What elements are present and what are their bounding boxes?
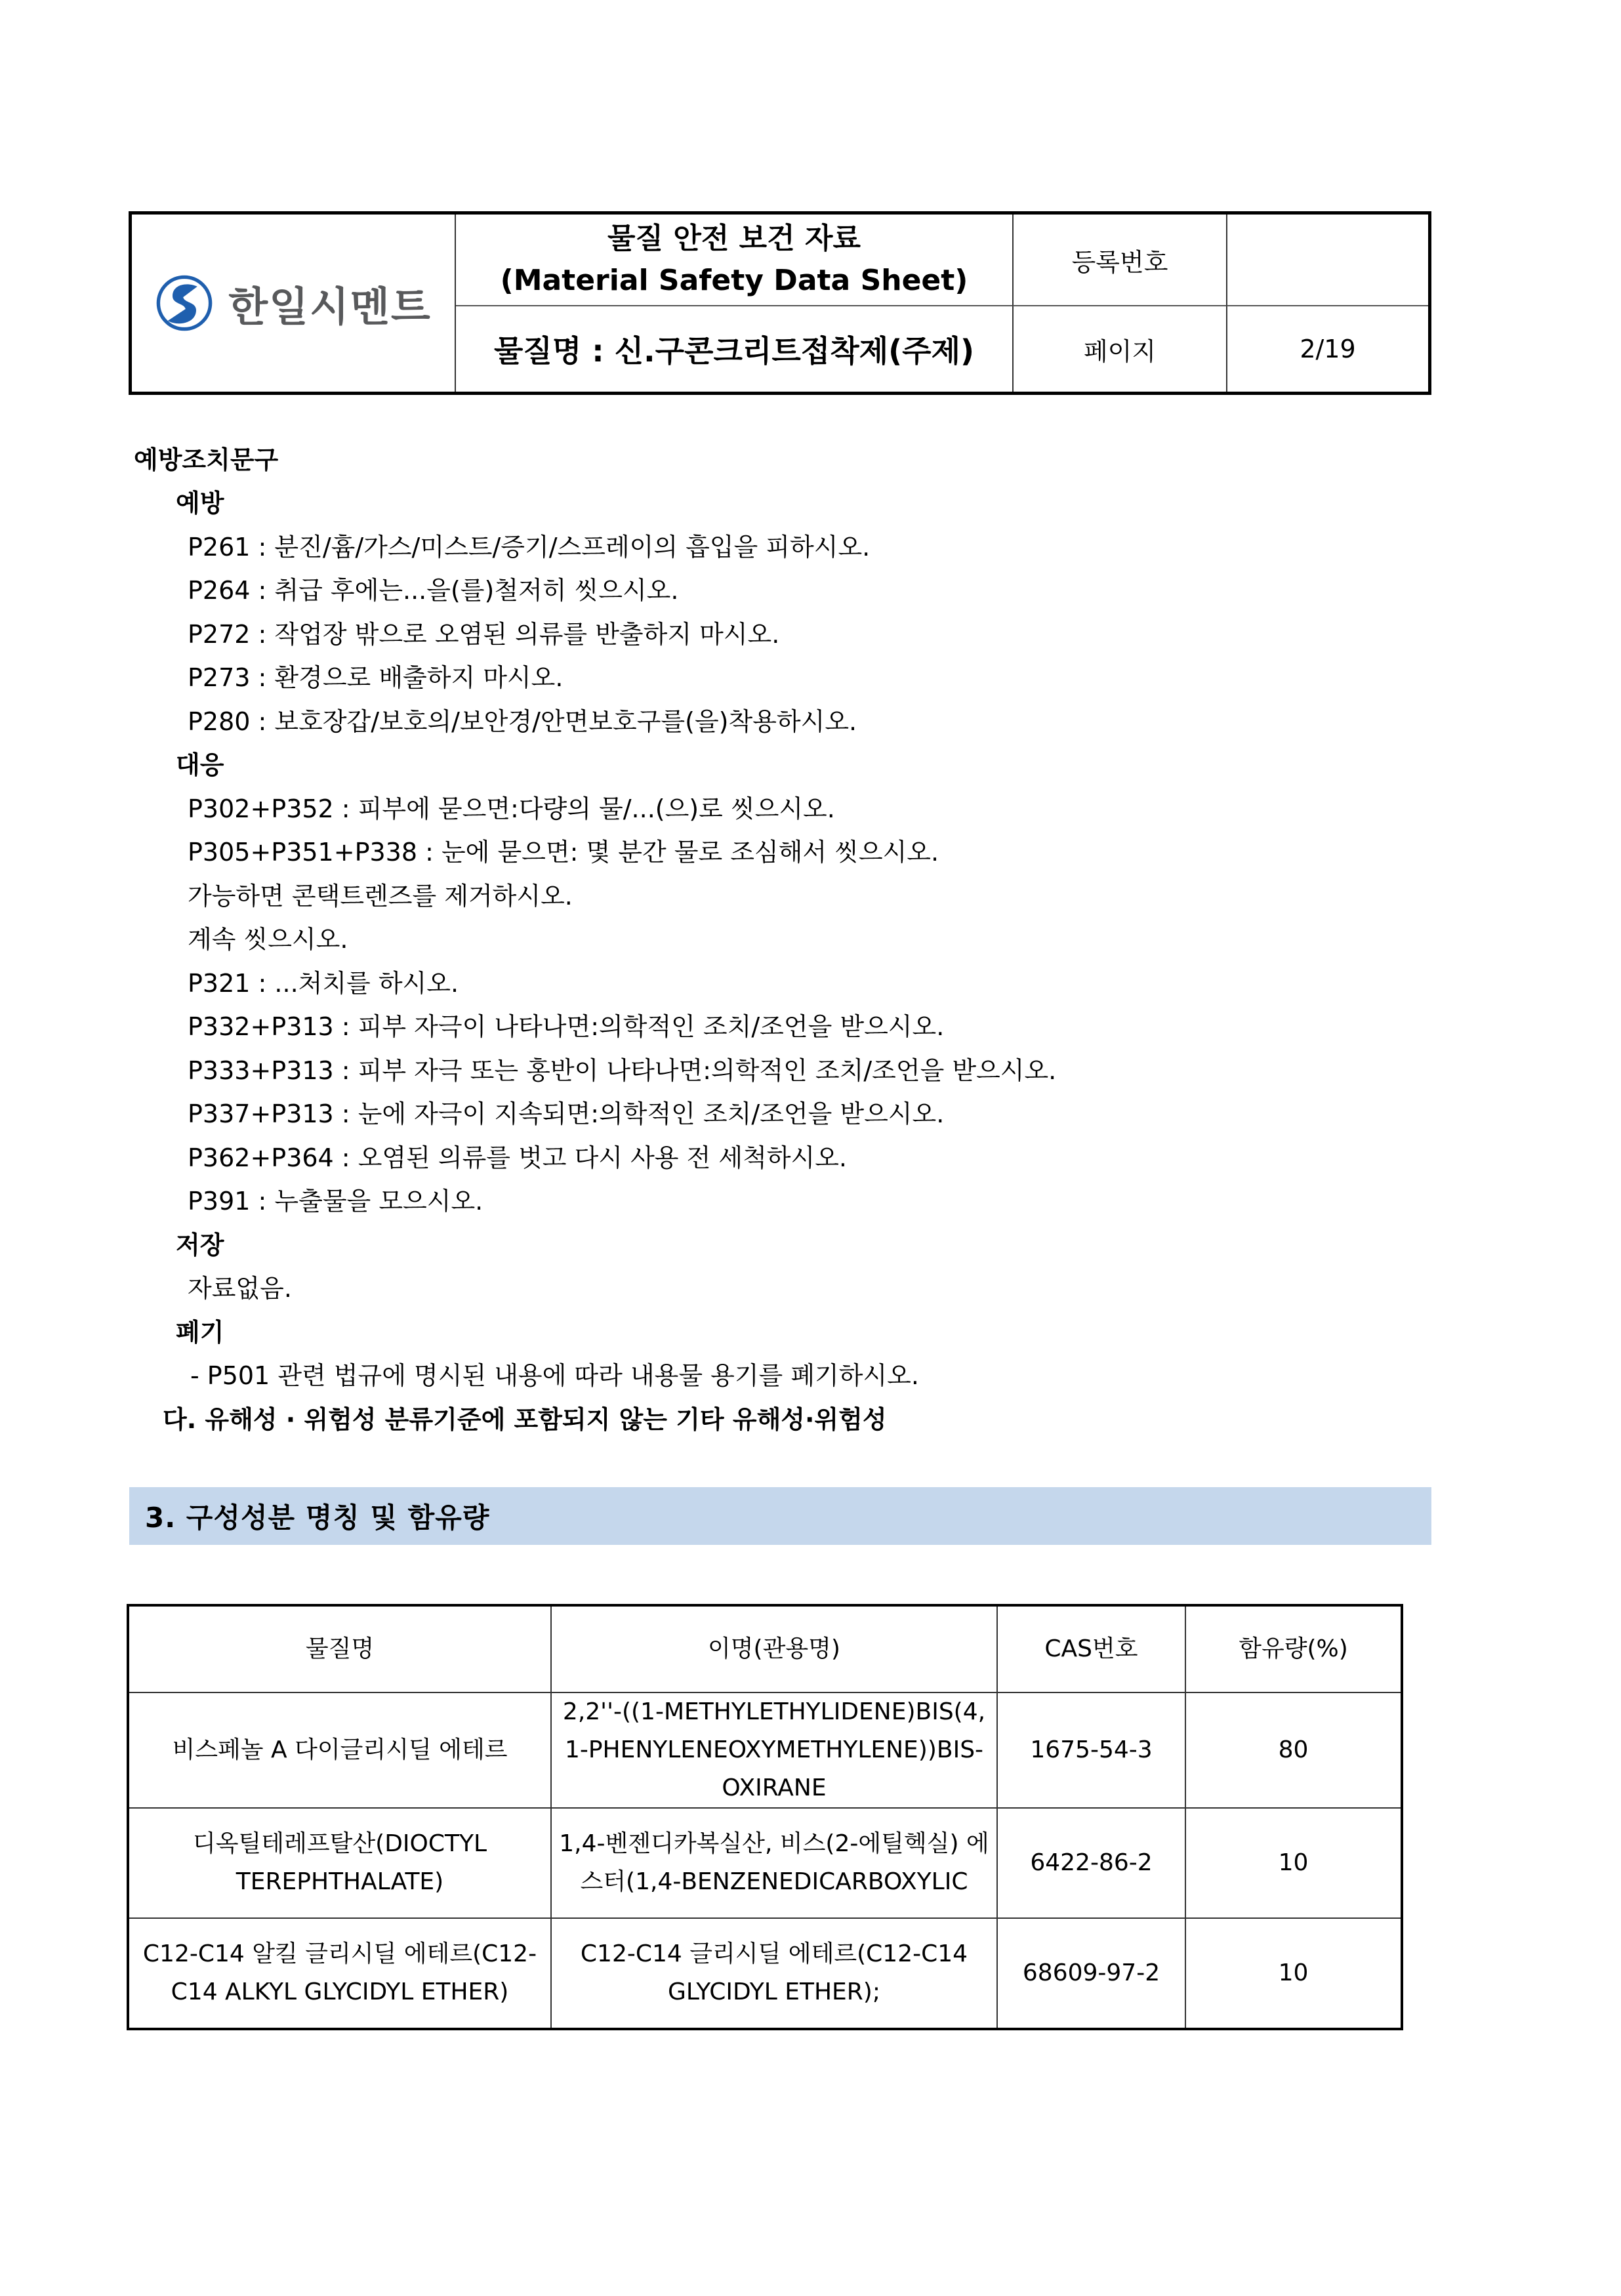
table-row [128,1808,1402,1918]
cell-content-percent: 10 [1185,1808,1402,1918]
company-logo [155,274,431,333]
page-label: 페이지 [1012,306,1226,392]
precautionary-title: 예방조치문구 [134,445,279,474]
material-name: 물질명 : 신.구콘크리트접착제(주제) [493,333,975,369]
disposal-item: - P501 관련 법규에 명시된 내용에 따라 내용물 용기를 폐기하시오. [190,1361,919,1390]
response-item: P333+P313 : 피부 자극 또는 홍반이 나타나면:의학적인 조치/조언을 받으시오. [188,1056,1057,1085]
response-item: P302+P352 : 피부에 묻으면:다량의 물/...(으)로 씻으시오. [188,794,835,823]
prevention-item: P264 : 취급 후에는...을(를)철저히 씻으시오. [188,576,679,605]
company-name: 한일시멘트 [228,282,432,331]
document-title-en: (Material Safety Data Sheet) [500,264,968,297]
response-item: P362+P364 : 오염된 의류를 벗고 다시 사용 전 세척하시오. [188,1143,847,1172]
response-item: P321 : ...처치를 하시오. [188,969,459,998]
storage-item: 자료없음. [188,1274,292,1303]
section-3-heading: 3. 구성성분 명칭 및 함유량 [129,1487,1431,1545]
response-item: P332+P313 : 피부 자극이 나타나면:의학적인 조치/조언을 받으시오. [188,1012,945,1041]
column-header-material-name: 물질명 [128,1605,551,1692]
cell-cas-number: 6422-86-2 [997,1808,1185,1918]
response-item: 가능하면 콘택트렌즈를 제거하시오. [188,882,573,911]
column-header-alias: 이명(관용명) [551,1605,997,1692]
prevention-title: 예방 [176,489,224,518]
cell-alias: C12-C14 글리시딜 에테르(C12-C14 GLYCIDYL ETHER); [551,1918,997,2029]
cell-material-name: 비스페놀 A 다이글리시딜 에테르 [128,1692,551,1808]
table-row [128,1918,1402,2029]
cell-cas-number: 68609-97-2 [997,1918,1185,2029]
document-title-cell [456,215,1012,306]
other-hazards-heading: 다. 유해성 · 위험성 분류기준에 포함되지 않는 기타 유해성·위험성 [163,1405,887,1434]
company-s-emblem-icon [155,274,214,333]
column-header-content-percent: 함유량(%) [1185,1605,1402,1692]
prevention-item: P273 : 환경으로 배출하지 마시오. [188,663,564,692]
registration-number-value [1226,215,1428,306]
response-item: P391 : 누출물을 모으시오. [188,1187,483,1216]
column-header-cas-number: CAS번호 [997,1605,1185,1692]
response-item: 계속 씻으시오. [188,925,348,954]
composition-table [127,1604,1403,2030]
cell-alias: 1,4-벤젠디카복실산, 비스(2-에틸헥실) 에스터(1,4-BENZENEDICARBOXYLIC [551,1808,997,1918]
storage-title: 저장 [176,1231,224,1260]
page-number: 2/19 [1226,306,1428,392]
prevention-item: P261 : 분진/흄/가스/미스트/증기/스프레이의 흡입을 피하시오. [188,533,871,562]
cell-material-name: C12-C14 알킬 글리시딜 에테르(C12-C14 ALKYL GLYCIDYL ETHER) [128,1918,551,2029]
table-header-row [128,1605,1402,1692]
msds-header [129,211,1431,395]
prevention-item: P272 : 작업장 밖으로 오염된 의류를 반출하지 마시오. [188,620,780,649]
disposal-title: 폐기 [176,1318,224,1347]
cell-content-percent: 80 [1185,1692,1402,1808]
logo-cell [132,215,456,392]
prevention-item: P280 : 보호장갑/보호의/보안경/안면보호구를(을)착용하시오. [188,707,857,736]
response-title: 대응 [176,750,224,779]
cell-alias: 2,2''-((1-METHYLETHYLIDENE)BIS(4,1-PHENYLENEOXYMETHYLENE))BIS-OXIRANE [551,1692,997,1808]
document-title-ko: 물질 안전 보건 자료 [607,222,861,255]
cell-material-name: 디옥틸테레프탈산(DIOCTYL TEREPHTHALATE) [128,1808,551,1918]
registration-number-label: 등록번호 [1012,215,1226,306]
response-item: P305+P351+P338 : 눈에 묻으면: 몇 분간 물로 조심해서 씻으시오. [188,838,939,867]
response-item: P337+P313 : 눈에 자극이 지속되면:의학적인 조치/조언을 받으시오. [188,1099,945,1128]
cell-content-percent: 10 [1185,1918,1402,2029]
table-row [128,1692,1402,1808]
cell-cas-number: 1675-54-3 [997,1692,1185,1808]
